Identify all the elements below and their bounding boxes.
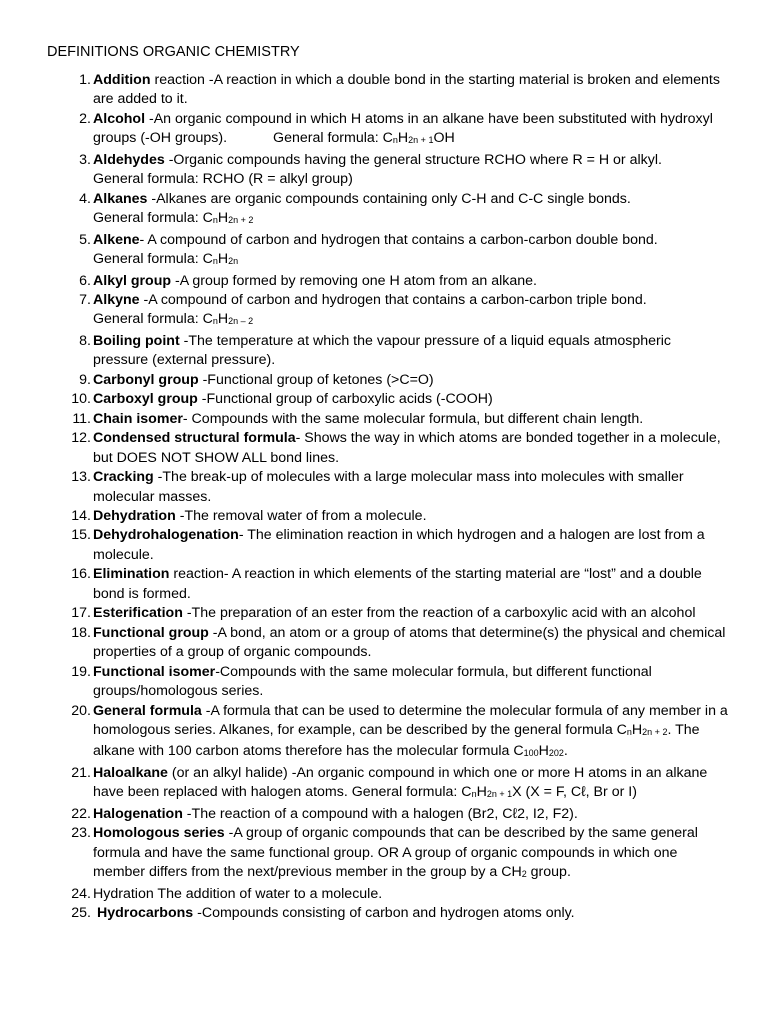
item-number: 13. — [71, 469, 91, 486]
list-item: 20. General formula -A formula that can be used to determine the molecular formula of any member in a homologous series. Alkanes, for example, can be described by the general formula CnH2n + 2. The alkane with 100 carbon atoms therefore has the molecular formula C100H202. — [0, 702, 768, 764]
item-text: -Compounds with the same molecular formula, but different functional groups/homologous series. — [93, 663, 652, 700]
item-term: Dehydrohalogenation — [93, 527, 239, 544]
item-number: 4. — [79, 190, 91, 207]
list-item — [0, 565, 768, 604]
item-number: 10. — [71, 391, 91, 408]
item-text: -Compounds consisting of carbon and hydrogen atoms only. — [193, 905, 575, 922]
list-item — [0, 507, 768, 526]
item-text: -Functional group of ketones (>C=O) — [198, 371, 434, 388]
list-item — [0, 291, 768, 332]
item-text: -Alkanes are organic compounds containing only C-H and C-C single bonds. — [147, 190, 631, 207]
list-item — [0, 272, 768, 291]
item-number: 22. — [71, 805, 91, 822]
item-text: reaction -A reaction in which a double bond in the starting material is broken and elements are added to it. — [93, 72, 720, 108]
item-term: Elimination — [93, 566, 170, 583]
item-number: 19. — [71, 663, 91, 680]
list-item — [0, 805, 768, 824]
item-number: 23. — [71, 825, 91, 842]
list-item — [0, 604, 768, 623]
item-number: 5. — [79, 231, 91, 248]
list-item — [0, 190, 768, 231]
item-term: Aldehydes — [93, 151, 165, 168]
item-term: Alcohol — [93, 110, 146, 127]
general-formula: General formula: CnH2n + 2 — [93, 210, 254, 227]
item-term: Functional isomer — [93, 663, 216, 680]
item-term: Carbonyl group — [93, 371, 199, 388]
list-item — [0, 371, 768, 390]
item-text: -The temperature at which the vapour pressure of a liquid equals atmospheric pressure (external pressure). — [93, 332, 671, 369]
item-text: -A formula that can be used to determine the molecular formula of any member in a homologous series. Alkanes, for example, can be described by the general formula C — [93, 702, 728, 738]
list-item — [0, 110, 768, 151]
item-text: -An organic compound in which H atoms in an alkane have been substituted with hydroxyl groups (-OH groups). — [93, 110, 713, 147]
item-number: 18. — [71, 624, 91, 641]
list-item — [0, 885, 768, 904]
item-term: Hydrocarbons — [97, 905, 194, 922]
item-number: 24. — [71, 885, 91, 902]
item-number: 14. — [71, 507, 91, 524]
list-item — [0, 429, 768, 468]
general-formula: General formula: CnH2n + 1OH — [273, 130, 455, 147]
general-formula: General formula: CnH2n — [93, 251, 239, 268]
list-item: 23. Homologous series -A group of organic compounds that can be described by the same general formula and have the same functional group. OR A group of organic compounds in which one member differs from the next/previous member in the group by a CH2 group. — [0, 824, 768, 884]
item-text: (or an alkyl halide) -An organic compound in which one or more H atoms in an alkane have been replaced with halogen atoms. General formula: C — [93, 764, 708, 801]
list-item — [0, 71, 768, 110]
item-term: Carboxyl group — [93, 391, 198, 408]
item-term: Alkanes — [93, 190, 148, 207]
item-number: 17. — [71, 605, 91, 622]
list-item — [0, 468, 768, 507]
item-term: Functional group — [93, 624, 209, 641]
item-number: 25. — [71, 905, 91, 922]
item-term: General formula — [93, 702, 202, 719]
item-term: Condensed structural formula — [93, 430, 296, 447]
list-item — [0, 231, 768, 272]
definitions-list — [0, 71, 768, 923]
item-text: -The break-up of molecules with a large molecular mass into molecules with smaller molecular masses. — [93, 469, 684, 505]
item-text: Hydration The addition of water to a molecule. — [93, 885, 383, 902]
item-term: Boiling point — [93, 332, 180, 349]
item-text: -Organic compounds having the general structure RCHO where R = H or alkyl. — [164, 151, 662, 168]
item-number: 3. — [79, 151, 91, 168]
item-term: Homologous series — [93, 825, 225, 842]
list-item — [0, 624, 768, 663]
item-number: 6. — [79, 272, 91, 289]
list-item: 21. Haloalkane (or an alkyl halide) -An organic compound in which one or more H atoms in an alkane have been replaced with halogen atoms. General formula: CnH2n + 1X (X = F, Cℓ, Br or I) — [0, 764, 768, 805]
item-number: 21. — [71, 764, 91, 781]
list-item — [0, 410, 768, 429]
general-formula: General formula: RCHO (R = alkyl group) — [93, 171, 353, 188]
item-term: Alkyne — [93, 291, 140, 308]
item-number: 11. — [72, 410, 91, 427]
item-text: -The preparation of an ester from the reaction of a carboxylic acid with an alcohol — [182, 605, 696, 622]
item-text: -The reaction of a compound with a halogen (Br2, Cℓ2, I2, F2). — [182, 805, 578, 822]
item-term: Addition — [93, 72, 151, 88]
item-term: Halogenation — [93, 805, 183, 822]
list-item — [0, 390, 768, 409]
item-number: 20. — [71, 702, 91, 719]
item-term: Esterification — [93, 605, 183, 622]
item-number: 8. — [79, 332, 91, 349]
item-text: -A group of organic compounds that can be described by the same general formula and have the same functional group. OR A group of organic compounds in which one member differs from the next/previous member in the group by a CH — [93, 825, 698, 881]
item-term: Cracking — [93, 469, 154, 486]
item-text: - Shows the way in which atoms are bonded together in a molecule, but DOES NOT SHOW ALL bond lines. — [93, 430, 721, 466]
item-number: 9. — [79, 371, 91, 388]
item-term: Alkene — [93, 231, 140, 248]
general-formula: General formula: CnH2n – 2 — [93, 311, 254, 328]
item-number: 7. — [79, 291, 91, 308]
item-number: 16. — [71, 566, 91, 583]
item-text: - Compounds with the same molecular formula, but different chain length. — [182, 410, 644, 427]
item-number: 2. — [79, 110, 91, 127]
list-item — [0, 526, 768, 565]
list-item — [0, 904, 768, 923]
list-item — [0, 332, 768, 371]
item-text: - The elimination reaction in which hydrogen and a halogen are lost from a molecule. — [93, 527, 705, 563]
list-item — [0, 151, 768, 190]
item-text: -Functional group of carboxylic acids (-COOH) — [197, 391, 493, 408]
item-number: 1. — [79, 72, 91, 88]
item-text: -A bond, an atom or a group of atoms that determine(s) the physical and chemical properties of a group of organic compounds. — [93, 624, 726, 661]
item-term: Haloalkane — [93, 764, 168, 781]
item-text: reaction- A reaction in which elements of the starting material are “lost” and a double bond is formed. — [93, 566, 702, 602]
item-term: Chain isomer — [93, 410, 183, 427]
document-title: DEFINITIONS ORGANIC CHEMISTRY — [47, 44, 300, 60]
item-text: -A group formed by removing one H atom from an alkane. — [171, 272, 537, 289]
item-text: -A compound of carbon and hydrogen that contains a carbon-carbon triple bond. — [139, 291, 647, 308]
item-number: 15. — [71, 527, 91, 544]
item-text: -The removal water of from a molecule. — [175, 507, 427, 524]
list-item — [0, 663, 768, 702]
item-term: Dehydration — [93, 507, 176, 524]
item-number: 12. — [71, 430, 91, 447]
item-text: - A compound of carbon and hydrogen that contains a carbon-carbon double bond. — [139, 231, 658, 248]
item-term: Alkyl group — [93, 272, 172, 289]
